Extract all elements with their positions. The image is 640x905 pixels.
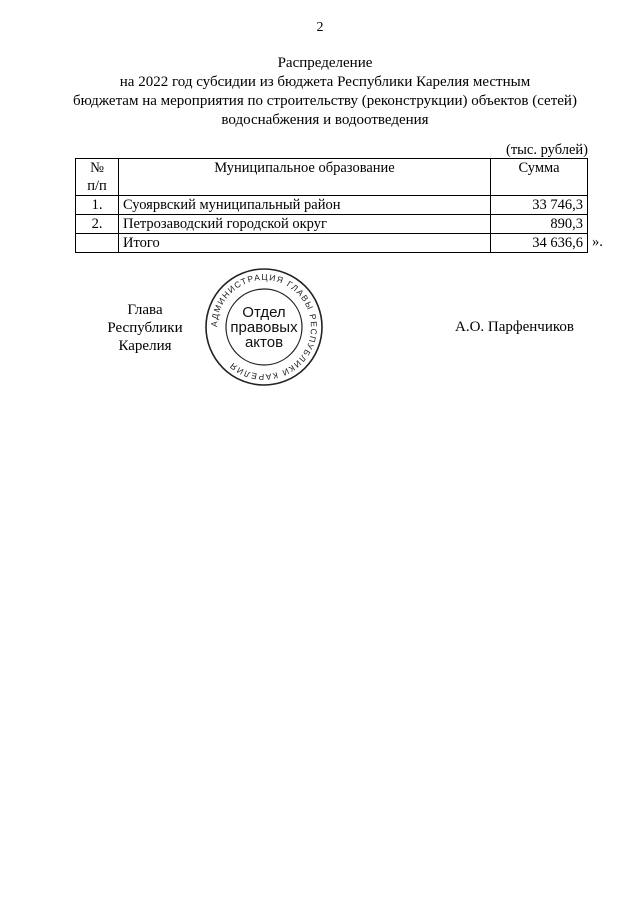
title-line-1: на 2022 год субсидии из бюджета Республики Карелия местным <box>119 74 531 90</box>
official-stamp <box>203 266 325 388</box>
stamp-center-text <box>203 266 325 388</box>
total-label-cell: Итого <box>119 234 491 253</box>
document-title: Распределение <box>277 55 373 71</box>
table-row <box>76 196 588 215</box>
signatory-title-line-1: Глава <box>127 302 163 318</box>
table-header-row <box>76 159 588 196</box>
page-number: 2 <box>316 20 324 35</box>
stamp-line-2: правовых <box>230 318 298 336</box>
header-number-symbol: № <box>90 160 104 176</box>
table-row <box>76 215 588 234</box>
total-number-cell <box>76 234 119 253</box>
title-line-3: водоснабжения и водоотведения <box>221 112 429 128</box>
table-total-row <box>76 234 588 253</box>
signatory-title <box>80 301 210 355</box>
table-units-label: (тыс. рублей) <box>506 142 588 158</box>
row-number-cell: 2. <box>76 215 119 234</box>
stamp-line-3: актов <box>244 333 284 351</box>
stamp-ring-text: АДМИНИСТРАЦИЯ ГЛАВЫ РЕСПУБЛИКИ КАРЕЛИЯ <box>208 271 320 383</box>
closing-quote: ». <box>592 234 603 250</box>
signatory-name: А.О. Парфенчиков <box>455 319 574 335</box>
header-number-cell <box>76 159 119 196</box>
row-sum-cell: 33 746,3 <box>491 196 588 215</box>
row-number-cell: 1. <box>76 196 119 215</box>
header-number-abbr: п/п <box>87 178 107 194</box>
document-title-block <box>40 54 610 130</box>
row-sum-cell: 890,3 <box>491 215 588 234</box>
header-municipality-cell: Муниципальное образование <box>119 159 491 196</box>
stamp-line-1: Отдел <box>242 303 286 321</box>
header-sum-cell: Сумма <box>491 159 588 196</box>
distribution-table <box>75 158 588 253</box>
total-sum-cell: 34 636,6 <box>491 234 588 253</box>
row-municipality-cell: Суоярвский муниципальный район <box>119 196 491 215</box>
signatory-title-line-2: Республики Карелия <box>107 320 183 354</box>
row-municipality-cell: Петрозаводский городской округ <box>119 215 491 234</box>
title-line-2: бюджетам на мероприятия по строительству (реконструкции) объектов (сетей) <box>73 93 577 109</box>
